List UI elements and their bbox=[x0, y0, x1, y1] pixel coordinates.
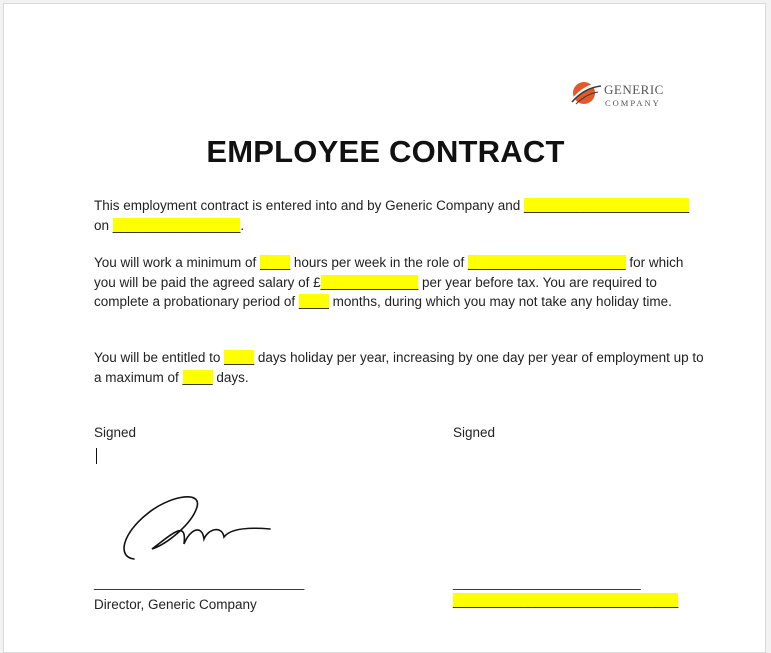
signature-line-left: ____________________________ bbox=[94, 575, 305, 590]
text-cursor bbox=[96, 448, 97, 464]
signed-label-left: Signed bbox=[94, 425, 137, 440]
signed-label-right: Signed bbox=[453, 425, 496, 440]
company-logo bbox=[570, 78, 670, 110]
para2-text: hours per week in the role of bbox=[290, 255, 468, 270]
signature-line-right: _________________________ bbox=[453, 575, 641, 590]
para1-text: . bbox=[240, 217, 245, 233]
para3-text: days. bbox=[212, 369, 249, 385]
para2-text: per year before tax. You are required to complete a probationary period of bbox=[94, 274, 657, 309]
para2-text: You will work a minimum of bbox=[94, 255, 261, 270]
max-days-field[interactable]: ____ bbox=[182, 369, 213, 385]
salary-field[interactable]: _____________ bbox=[320, 274, 419, 290]
para1-text: on bbox=[94, 217, 113, 233]
holiday-days-field[interactable]: ____ bbox=[224, 350, 255, 365]
role-field[interactable]: _____________________ bbox=[467, 255, 626, 270]
paragraph-parties bbox=[94, 196, 704, 235]
start-date-field[interactable]: _________________ bbox=[112, 217, 241, 233]
director-caption: Director, Generic Company bbox=[94, 597, 257, 612]
hours-field[interactable]: ____ bbox=[260, 255, 291, 270]
para1-text: This employment contract is entered into and by Generic Company and bbox=[94, 198, 524, 213]
document-title: EMPLOYEE CONTRACT bbox=[206, 134, 565, 169]
probation-months-field[interactable]: ____ bbox=[298, 294, 329, 309]
para2-text: for which you will be paid the agreed salary of £ bbox=[94, 255, 684, 290]
para3-text: You will be entitled to bbox=[94, 350, 225, 365]
para2-text: months, during which you may not take any holiday time. bbox=[328, 294, 672, 309]
logo-name-line2: COMPANY bbox=[605, 98, 661, 108]
employee-signature-name-field[interactable]: ______________________________ bbox=[453, 593, 679, 608]
director-signature bbox=[112, 489, 277, 569]
employee-name-field[interactable]: ______________________ bbox=[523, 198, 690, 213]
logo-name-line1: GENERIC bbox=[604, 82, 664, 97]
paragraph-terms bbox=[94, 253, 704, 312]
para3-text: days holiday per year, increasing by one day per year of employment up to a maximum of bbox=[94, 350, 704, 385]
document-page bbox=[3, 3, 766, 653]
paragraph-holiday bbox=[94, 348, 704, 387]
company-logo-mark bbox=[570, 78, 604, 110]
